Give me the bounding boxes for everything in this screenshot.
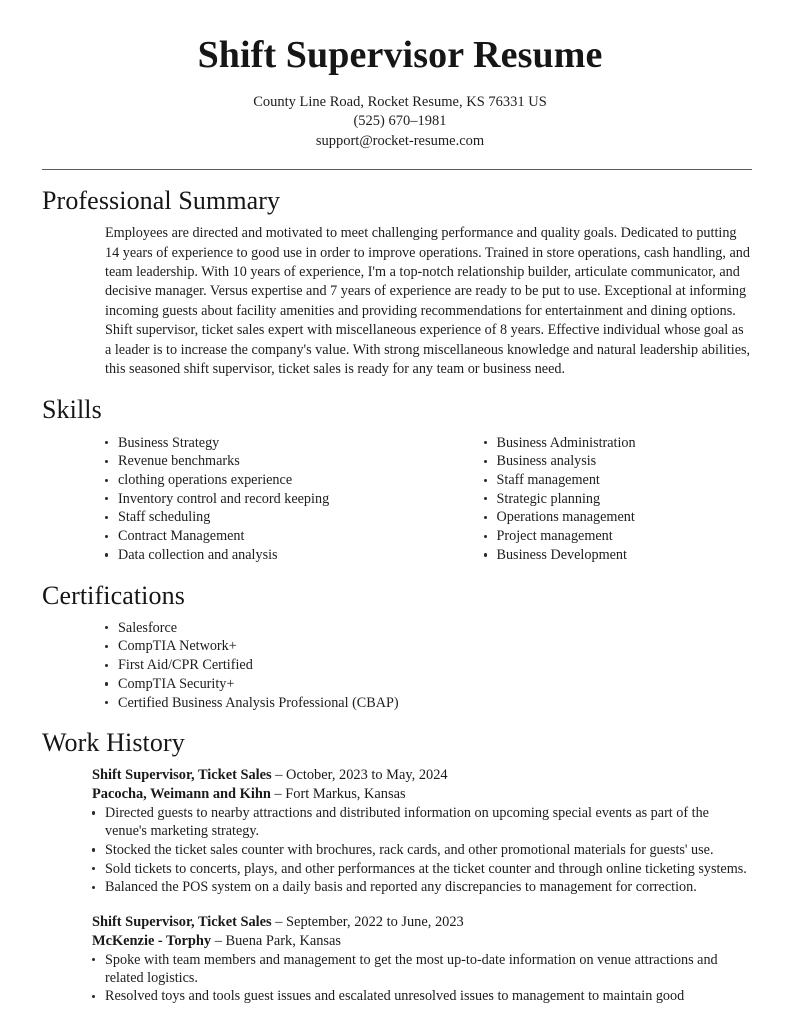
header-divider xyxy=(42,169,752,170)
job-bullet-list xyxy=(92,951,752,1006)
section-work-history xyxy=(0,727,800,1006)
certifications-body xyxy=(42,619,752,712)
skill-item: Data collection and analysis xyxy=(105,546,429,564)
skill-item: Revenue benchmarks xyxy=(105,452,429,470)
job-bullet-item: Sold tickets to concerts, plays, and other performances at the ticket counter and through online ticketing systems. xyxy=(92,860,752,878)
skill-item: clothing operations experience xyxy=(105,471,429,489)
job-bullet-item: Directed guests to nearby attractions and distributed information on upcoming special events as part of the venue's marketing strategy. xyxy=(92,804,752,840)
section-professional-summary xyxy=(0,185,800,379)
skills-columns xyxy=(42,434,752,565)
certification-item: CompTIA Network+ xyxy=(105,637,752,655)
skill-item: Business analysis xyxy=(484,452,753,470)
job-bullet-item: Stocked the ticket sales counter with brochures, rack cards, and other promotional materials for guests' use. xyxy=(92,841,752,859)
job-bullet-list xyxy=(92,804,752,897)
skill-item: Business Development xyxy=(484,546,753,564)
job-company-line xyxy=(92,932,752,951)
job-dates: – October, 2023 to May, 2024 xyxy=(271,766,448,783)
skills-column-left xyxy=(105,434,429,565)
section-heading-certifications: Certifications xyxy=(42,580,185,610)
job-title-line xyxy=(92,913,752,932)
work-history-entry xyxy=(92,913,752,1006)
section-heading-summary: Professional Summary xyxy=(42,186,281,216)
job-bullet-item: Resolved toys and tools guest issues and escalated unresolved issues to management to maintain good xyxy=(92,987,752,1005)
certification-item: First Aid/CPR Certified xyxy=(105,656,752,674)
certification-item: CompTIA Security+ xyxy=(105,675,752,693)
job-dates: – September, 2022 to June, 2023 xyxy=(271,913,464,930)
skills-column-right xyxy=(429,434,753,565)
section-heading-skills: Skills xyxy=(42,395,102,425)
skill-item: Strategic planning xyxy=(484,490,753,508)
summary-body xyxy=(42,224,752,379)
certifications-list xyxy=(105,619,752,712)
skill-item: Staff scheduling xyxy=(105,508,429,526)
section-skills xyxy=(0,394,800,564)
job-position: Shift Supervisor, Ticket Sales xyxy=(92,913,272,930)
skill-item: Business Administration xyxy=(484,434,753,452)
job-position: Shift Supervisor, Ticket Sales xyxy=(92,766,272,783)
job-bullet-item: Spoke with team members and management to get the most up-to-date information on venue attractions and related logistics. xyxy=(92,951,752,987)
job-location: – Buena Park, Kansas xyxy=(211,932,342,949)
skills-list-right xyxy=(484,434,753,564)
skill-item: Project management xyxy=(484,527,753,545)
section-heading-work-history: Work History xyxy=(42,727,185,757)
skill-item: Business Strategy xyxy=(105,434,429,452)
certification-item: Certified Business Analysis Professional (CBAP) xyxy=(105,694,752,712)
section-certifications xyxy=(0,580,800,712)
job-company: McKenzie - Torphy xyxy=(92,932,212,949)
work-history-entry xyxy=(92,766,752,897)
job-location: – Fort Markus, Kansas xyxy=(270,785,406,802)
job-company: Pacocha, Weimann and Kihn xyxy=(92,785,271,802)
job-title-line xyxy=(92,766,752,785)
contact-address: County Line Road, Rocket Resume, KS 76331 US xyxy=(253,93,547,110)
contact-phone: (525) 670–1981 xyxy=(353,113,447,130)
work-history-list xyxy=(42,766,752,1006)
page-title: Shift Supervisor Resume xyxy=(197,34,603,76)
skills-list-left xyxy=(105,434,429,564)
job-bullet-item: Balanced the POS system on a daily basis and reported any discrepancies to management for correction. xyxy=(92,878,752,896)
skill-item: Contract Management xyxy=(105,527,429,545)
skill-item: Staff management xyxy=(484,471,753,489)
job-company-line xyxy=(92,785,752,804)
contact-email: support@rocket-resume.com xyxy=(315,132,485,149)
skill-item: Operations management xyxy=(484,508,753,526)
resume-header xyxy=(0,0,800,151)
skill-item: Inventory control and record keeping xyxy=(105,490,429,508)
summary-paragraph: Employees are directed and motivated to meet challenging performance and quality goals. Dedicated to putting 14 years of experience to good use in order to improve operations. Trained in store operations, cash handling, and team leadership. With 10 years of experience, I'm a top-notch relationship builder, articulate communicator, and decisive manager. Versus expertise and 7 years of experience are ready to be put to use. Exceptional at informing incoming guests about facility amenities and providing recommendations for entertainment and dining options. Shift supervisor, ticket sales expert with miscellaneous experience of 8 years. Effective individual whose goal as a leader is to increase the company's value. With strong miscellaneous knowledge and natural leadership abilities, this seasoned shift supervisor, ticket sales is ready for any team or business need. xyxy=(105,225,751,378)
certification-item: Salesforce xyxy=(105,619,752,637)
